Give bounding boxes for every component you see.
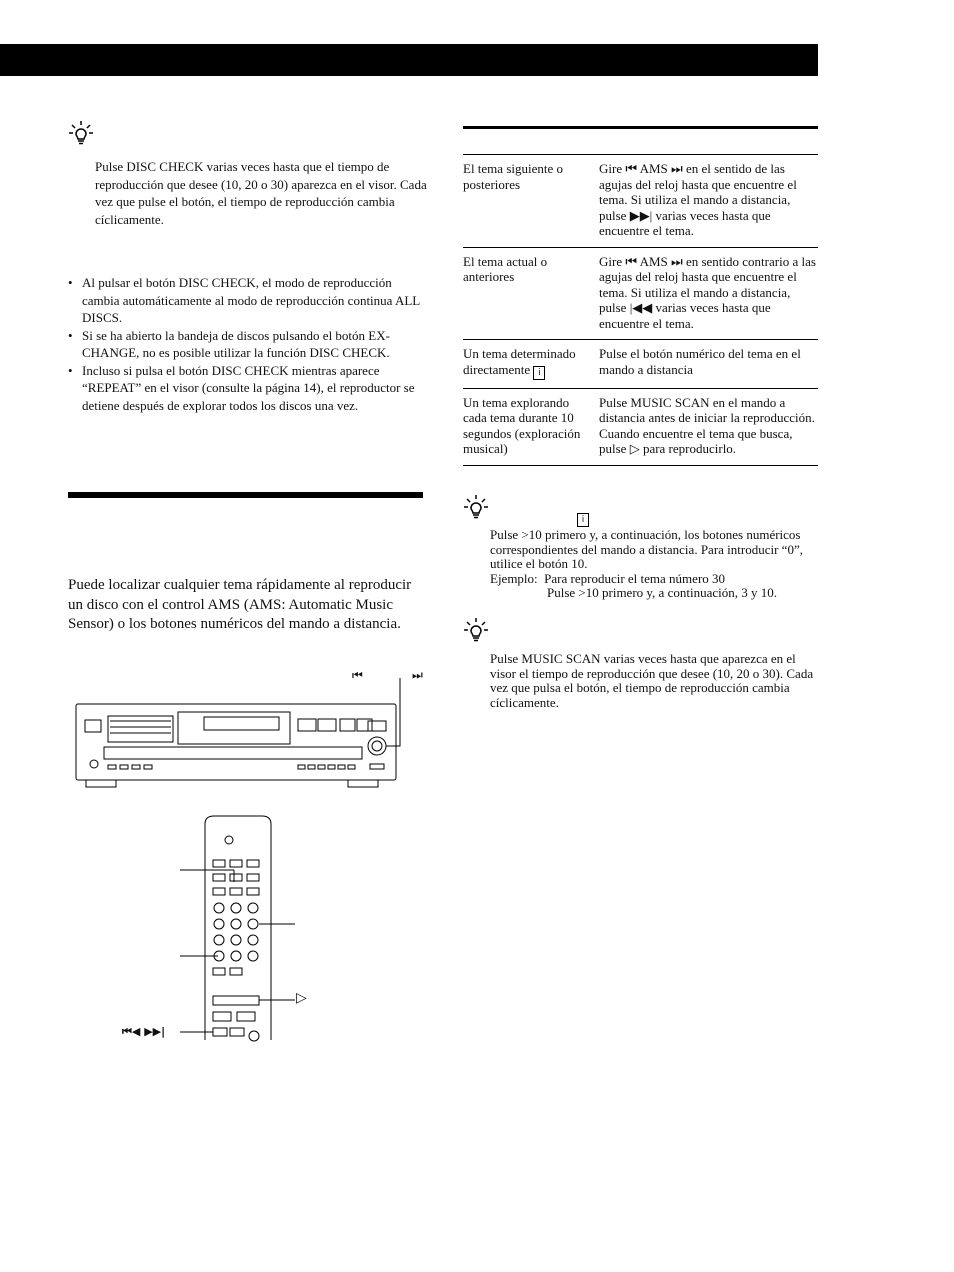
note-item: • Incluso si pulsa el botón DISC CHECK mientras aparece “REPEAT” en el visor (consulte la página 14), el reproductor se detiene después de explorar todos los discos una vez. bbox=[68, 362, 423, 415]
tip2-example2: Pulse >10 primero y, a continuación, 3 y 10. bbox=[547, 585, 777, 600]
notes-list bbox=[68, 274, 423, 414]
lightbulb-tip-icon bbox=[463, 494, 489, 520]
table-row bbox=[463, 155, 818, 247]
note-item: • Al pulsar el botón DISC CHECK, el modo de reproducción cambia automáticamente al modo de reproducción continua ALL DISCS. bbox=[68, 274, 423, 327]
ams-table bbox=[463, 155, 818, 466]
play-symbol-label: ▷ bbox=[296, 990, 307, 1006]
table-cell-action: Gire ⏮ AMS ⏭ en sentido contrario a las agujas del reloj hasta que encuentre el tema. Si utiliza el mando a distancia, pulse |◀◀ varias veces hasta que encuentre el tema. bbox=[599, 247, 818, 340]
table-cell-action: Gire ⏮ AMS ⏭ en el sentido de las agujas del reloj hasta que encuentre el tema. Si utiliza el mando a distancia, pulse ▶▶| varias veces hasta que encuentre el tema. bbox=[599, 155, 818, 247]
remote-only-icon: i bbox=[577, 513, 589, 527]
tip2-example-label: Ejemplo: bbox=[490, 570, 538, 586]
tip1-text: Pulse DISC CHECK varias veces hasta que el tiempo de reproducción que desee (10, 20 o 30) aparezca en el visor. Cada vez que pulse el botón, el tiempo de reproducción cambia cíclicamente. bbox=[95, 159, 427, 227]
remote-only-icon: i bbox=[533, 366, 545, 380]
header-bar bbox=[0, 44, 818, 76]
lightbulb-tip-icon bbox=[463, 617, 489, 643]
cd-player-diagram bbox=[68, 668, 443, 798]
tip2-example1: Para reproducir el tema número 30 bbox=[544, 570, 726, 586]
tip2-block bbox=[490, 528, 820, 601]
section-rule bbox=[68, 492, 423, 498]
table-top-rule bbox=[463, 126, 818, 129]
table-cell-action: Pulse MUSIC SCAN en el mando a distancia antes de iniciar la reproducción. Cuando encuentre el tema que busca, pulse ▷ para reproducirlo. bbox=[599, 388, 818, 465]
tip3-text: Pulse MUSIC SCAN varias veces hasta que aparezca en el visor el tiempo de reproducción que desee (10, 20 o 30). Cada vez que pulsa el botón, el tiempo de reproducción cambia cíclicamente. bbox=[490, 651, 814, 710]
table-cell-find bbox=[463, 340, 599, 389]
table-cell-find-text: Un tema determinado directamente bbox=[463, 346, 576, 377]
remote-skip-label: ⏮◀ ▶▶| bbox=[122, 1025, 166, 1038]
note-item: • Si se ha abierto la bandeja de discos pulsando el botón EX-CHANGE, no es posible utilizar la función DISC CHECK. bbox=[68, 327, 423, 362]
table-row bbox=[463, 247, 818, 340]
table-cell-find: Un tema explorando cada tema durante 10 segundos (exploración musical) bbox=[463, 388, 599, 465]
tip2-line1: Pulse >10 primero y, a continuación, los botones numéricos correspondientes del mando a distancia. Para introducir “0”, utilice el botón 10. bbox=[490, 527, 803, 571]
tip2-example-row bbox=[490, 572, 820, 587]
remote-control-diagram bbox=[150, 812, 330, 1042]
lightbulb-tip-icon bbox=[68, 120, 94, 146]
intro-paragraph: Puede localizar cualquier tema rápidamente al reproducir un disco con el control AMS (AMS: Automatic Music Sensor) o los botones numéricos del mando a distancia. bbox=[68, 577, 412, 632]
table-row bbox=[463, 340, 818, 389]
table-cell-find: El tema siguiente o posteriores bbox=[463, 155, 599, 247]
table-cell-action: Pulse el botón numérico del tema en el mando a distancia bbox=[599, 340, 818, 389]
ams-next-label: ⏭ bbox=[412, 668, 423, 682]
table-cell-find: El tema actual o anteriores bbox=[463, 247, 599, 340]
table-row bbox=[463, 388, 818, 465]
ams-prev-label: ⏮ bbox=[352, 668, 363, 682]
